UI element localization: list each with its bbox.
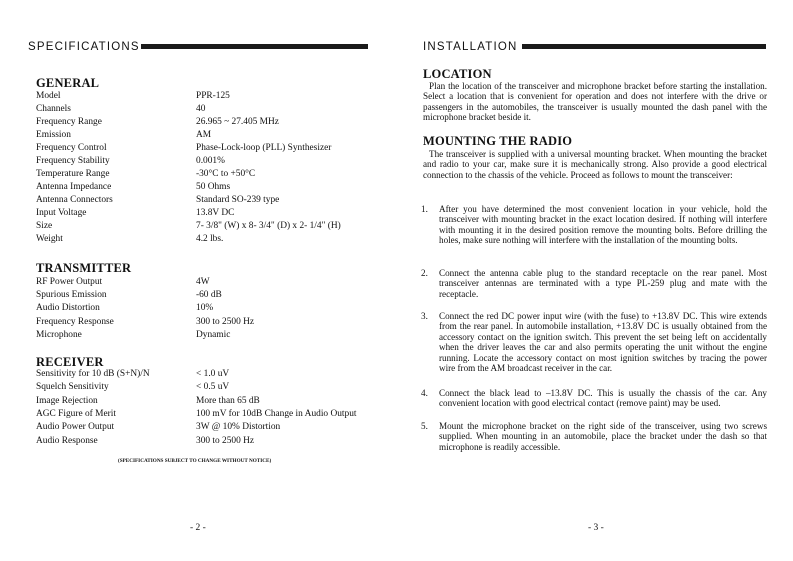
spec-value: 300 to 2500 Hz	[196, 435, 255, 446]
step-text: After you have determined the most convenient location in your vehicle, hold the transceiver with mounting bracket in the exact location desired. If nothing will interfere with mounting it in the desired position remove the mounting bolts. Before drilling the holes, make sure nothing will interfere with the installation of the mounting bolts.	[439, 204, 767, 246]
spec-value: 10%	[196, 303, 214, 314]
section-title-receiver: RECEIVER	[36, 355, 104, 369]
spec-label: Frequency Control	[36, 143, 107, 153]
specifications-note: (SPECIFICATIONS SUBJECT TO CHANGE WITHOUT NOTICE)	[118, 458, 272, 464]
location-paragraph: Plan the location of the transceiver and microphone bracket before starting the installation. Select a location that is convenient for operation and does not interfere with the drive or passengers in the automobiles, the transceiver is usually mounted the dash panel with the microphone bracket beside it.	[423, 81, 767, 123]
install-step	[421, 421, 767, 453]
spec-value: Standard SO-239 type	[196, 195, 280, 205]
spec-label: Spurious Emission	[36, 290, 107, 301]
spec-label: Image Rejection	[36, 395, 98, 406]
spec-label: Microphone	[36, 329, 82, 340]
spec-value: 13.8V DC	[196, 208, 235, 218]
section-title-transmitter: TRANSMITTER	[36, 261, 132, 275]
spec-value: 50 Ohms	[196, 182, 231, 192]
install-step	[421, 388, 767, 410]
spec-label: Frequency Range	[36, 117, 102, 127]
spec-label: RF Power Output	[36, 277, 103, 287]
spec-label: Model	[36, 91, 61, 101]
step-text: Connect the antenna cable plug to the standard receptacle on the rear panel. Most transceiver antennas are terminated with a type PL-259 plug and mate with the receptacle.	[439, 268, 767, 299]
section-title-location: LOCATION	[423, 67, 492, 81]
section-title-general: GENERAL	[36, 76, 100, 90]
spec-label: Squelch Sensitivity	[36, 382, 109, 393]
spec-value: 3W @ 10% Distortion	[196, 422, 281, 433]
spec-value: PPR-125	[196, 91, 230, 101]
spec-value: < 1.0 uV	[196, 369, 230, 379]
spec-label: AGC Figure of Merit	[36, 408, 116, 419]
step-number: 1.	[421, 204, 428, 214]
step-number: 3.	[421, 311, 428, 321]
spec-value: -30°C to +50°C	[196, 169, 256, 179]
spec-value: 4.2 lbs.	[196, 234, 224, 244]
spec-value: 7- 3/8" (W) x 8- 3/4" (D) x 2- 1/4" (H)	[196, 221, 341, 231]
step-number: 2.	[421, 268, 428, 278]
spec-label: Antenna Impedance	[36, 182, 112, 192]
spec-value: 300 to 2500 Hz	[196, 316, 255, 327]
header-rule	[141, 44, 368, 49]
spec-label: Temperature Range	[36, 169, 110, 179]
step-text: Mount the microphone bracket on the right side of the transceiver, using two screws supplied. When mounting in an automobile, place the bracket under the dash so that microphone is readily accessible.	[439, 421, 767, 452]
spec-label: Audio Distortion	[36, 303, 100, 314]
spec-label: Frequency Stability	[36, 156, 110, 166]
step-text: Connect the red DC power input wire (with the fuse) to +13.8V DC. This wire extends from the rear panel. In automobile installation, +13.8V DC is usually obtained from the accessory contact on the ignition switch. This prevent the set being left on accidentally when the driver leaves the car and also permits operating the unit without the engine running. Locate the accessory contact on most ignition switches by tracing the power wire from the AM broadcast receiver in the car.	[439, 311, 767, 374]
section-title-mounting: MOUNTING THE RADIO	[423, 134, 573, 148]
spec-label: Emission	[36, 130, 71, 140]
page-number: - 3 -	[588, 523, 604, 533]
step-number: 4.	[421, 388, 428, 398]
spec-label: Audio Power Output	[36, 422, 115, 433]
spec-value: 0.001%	[196, 156, 225, 166]
spec-label: Sensitivity for 10 dB (S+N)/N	[36, 369, 150, 379]
spec-value: More than 65 dB	[196, 395, 260, 406]
spec-value: < 0.5 uV	[196, 382, 230, 393]
install-step	[421, 268, 767, 300]
mounting-paragraph: The transceiver is supplied with a universal mounting bracket. When mounting the bracket and radio to your car, make sure it is mechanically strong. Also provide a good electrical connection to the chassis of the vehicle. Proceed as follows to mount the transceiver:	[423, 149, 767, 180]
spec-label: Frequency Response	[36, 316, 114, 327]
spec-label: Input Voltage	[36, 208, 87, 218]
spec-label: Weight	[36, 234, 63, 244]
spec-value: 100 mV for 10dB Change in Audio Output	[196, 408, 357, 419]
install-step	[421, 204, 767, 256]
specifications-page	[0, 0, 396, 561]
page-number: - 2 -	[190, 523, 206, 533]
spec-label: Audio Response	[36, 435, 98, 446]
install-step	[421, 311, 767, 375]
spec-value: AM	[196, 130, 212, 140]
page-header-specifications: SPECIFICATIONS	[28, 41, 140, 53]
spec-label: Antenna Connectors	[36, 195, 113, 205]
step-number: 5.	[421, 421, 428, 431]
spec-value: -60 dB	[196, 290, 222, 301]
spec-value: 4W	[196, 277, 210, 287]
step-text: Connect the black lead to –13.8V DC. This is usually the chassis of the car. Any convenient location with good electrical contact (remove paint) may be used.	[439, 388, 767, 409]
spec-value: Dynamic	[196, 329, 231, 340]
spec-label: Channels	[36, 104, 71, 114]
page-header-installation: INSTALLATION	[423, 41, 518, 53]
spec-value: 26.965 ~ 27.405 MHz	[196, 117, 279, 127]
header-rule	[522, 44, 766, 49]
spec-value: 40	[196, 104, 206, 114]
spec-value: Phase-Lock-loop (PLL) Synthesizer	[196, 143, 332, 153]
spec-label: Size	[36, 221, 53, 231]
